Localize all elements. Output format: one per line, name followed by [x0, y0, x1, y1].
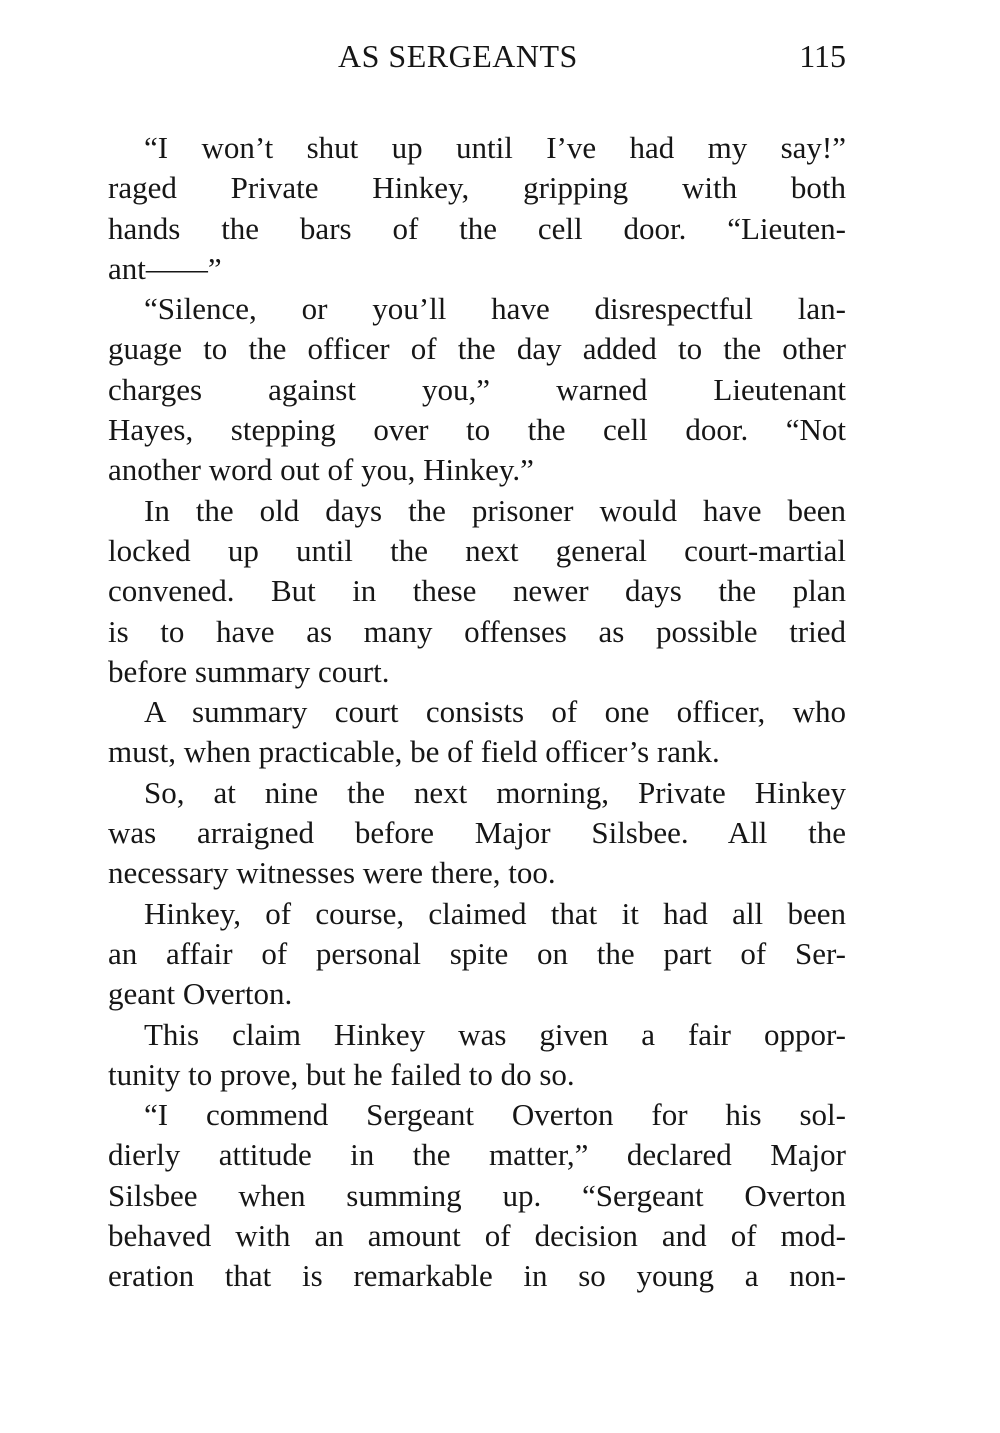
text-line: behaved with an amount of decision and of mod-	[108, 1218, 846, 1254]
text-line: dierly attitude in the matter,” declared Major	[108, 1137, 846, 1173]
text-line: an affair of personal spite on the part of Ser-	[108, 935, 846, 971]
text-line: is to have as many offenses as possible tried	[108, 613, 846, 649]
text-line: convened. But in these newer days the plan	[108, 573, 846, 609]
text-line: A summary court consists of one officer, who	[144, 694, 846, 730]
running-head	[108, 38, 846, 88]
text-line: was arraigned before Major Silsbee. All the	[108, 815, 846, 851]
text-line: This claim Hinkey was given a fair oppor-	[144, 1016, 846, 1052]
text-line: So, at nine the next morning, Private Hinkey	[144, 774, 846, 810]
page-number: 115	[799, 38, 846, 74]
text-line: eration that is remarkable in so young a non-	[108, 1258, 846, 1294]
text-line: hands the bars of the cell door. “Lieuten-	[108, 210, 846, 246]
body-text	[108, 128, 846, 1297]
text-line: raged Private Hinkey, gripping with both	[108, 170, 846, 206]
text-line: tunity to prove, but he failed to do so.	[108, 1056, 575, 1092]
running-title: AS SERGEANTS	[338, 38, 578, 74]
text-line: another word out of you, Hinkey.”	[108, 452, 534, 488]
text-line: charges against you,” warned Lieutenant	[108, 371, 846, 407]
text-line: Hayes, stepping over to the cell door. “Not	[108, 412, 846, 448]
text-line: before summary court.	[108, 653, 390, 689]
text-line: “Silence, or you’ll have disrespectful lan-	[144, 291, 846, 327]
text-line: guage to the officer of the day added to the other	[108, 331, 846, 367]
text-line: Silsbee when summing up. “Sergeant Overton	[108, 1177, 846, 1213]
text-line: In the old days the prisoner would have been	[144, 492, 846, 528]
text-line: geant Overton.	[108, 976, 293, 1012]
text-line: necessary witnesses were there, too.	[108, 855, 556, 891]
text-line: ant——”	[108, 250, 222, 286]
text-line: locked up until the next general court-martial	[108, 532, 846, 568]
text-line: must, when practicable, be of field officer’s rank.	[108, 734, 720, 770]
text-line: “I commend Sergeant Overton for his sol-	[144, 1097, 846, 1133]
text-line: Hinkey, of course, claimed that it had all been	[144, 895, 846, 931]
text-line: “I won’t shut up until I’ve had my say!”	[144, 130, 846, 165]
